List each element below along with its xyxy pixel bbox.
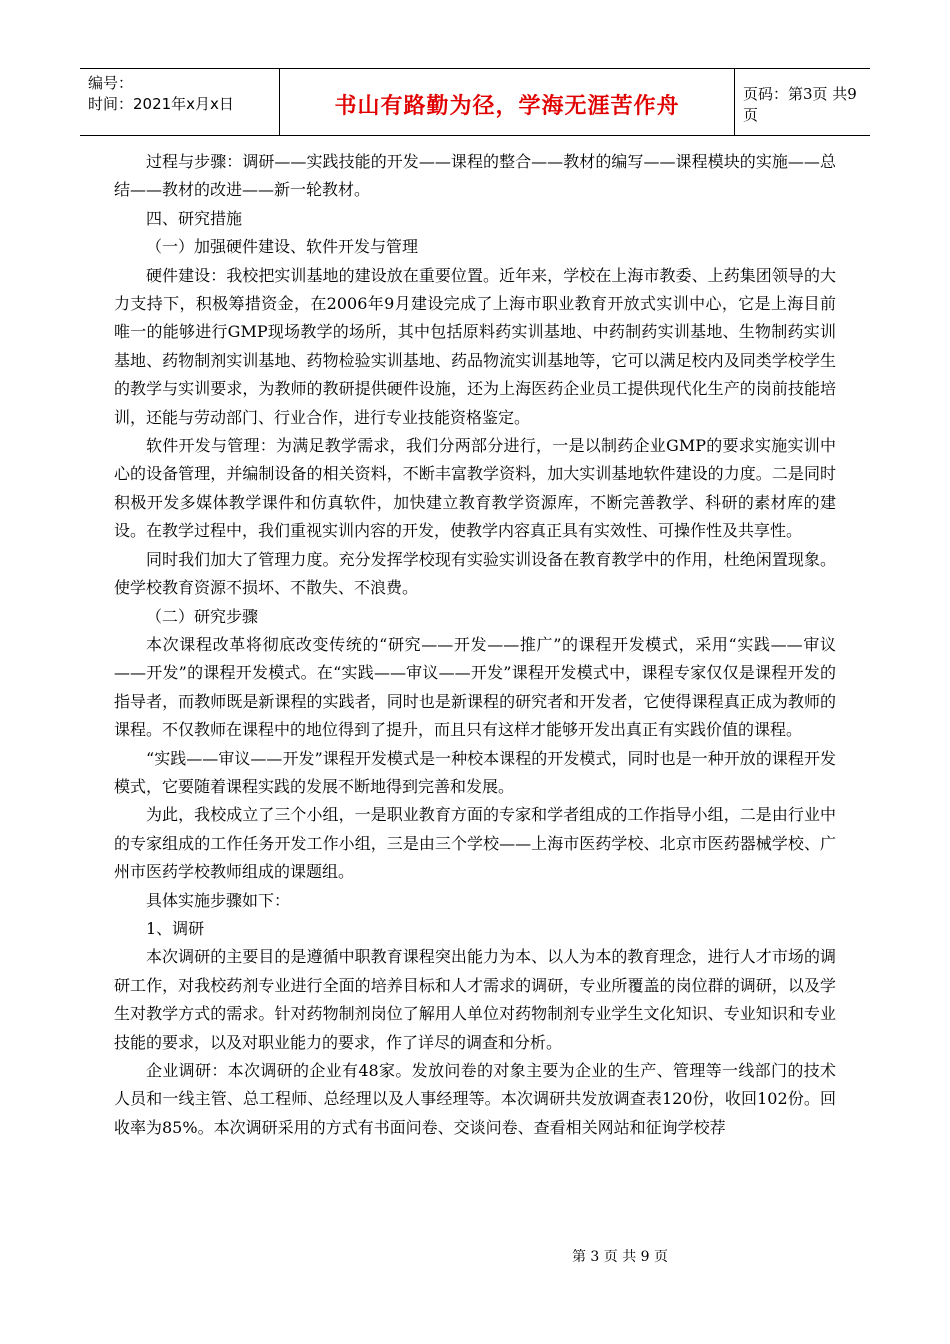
header-page-info: 页码：第3页 共9页 — [743, 85, 857, 124]
section-heading-measures: 四、研究措施 — [146, 208, 243, 228]
document-date: 时间：2021年x月x日 — [88, 95, 234, 113]
paragraph-groups: 为此，我校成立了三个小组，一是职业教育方面的专家和学者组成的工作指导小组，二是由行业中的专家组成的工作任务开发工作小组，三是由三个学校——上海市医药学校、北京市医药器械学校、广州市医药学校教师组成的课题组。 — [114, 805, 836, 882]
subsection-heading-hardware-software: （一）加强硬件建设、软件开发与管理 — [146, 237, 419, 257]
header-meta — [80, 69, 280, 135]
paragraph-implementation-intro: 具体实施步骤如下： — [146, 890, 291, 910]
page-header — [80, 68, 870, 136]
subsection-heading-research-steps: （二）研究步骤 — [146, 606, 259, 626]
document-number-label: 编号： — [88, 74, 134, 92]
paragraph-development-model: “实践——审议——开发”课程开发模式是一种校本课程的开发模式，同时也是一种开放的课程开发模式，它要随着课程实践的发展不断地得到完善和发展。 — [114, 748, 836, 796]
paragraph-management: 同时我们加大了管理力度。充分发挥学校现有实验实训设备在教育教学中的作用，杜绝闲置现象。使学校教育资源不损坏、不散失、不浪费。 — [114, 549, 836, 598]
paragraph-enterprise-research: 企业调研：本次调研的企业有48家。发放问卷的对象主要为企业的生产、管理等一线部门的技术人员和一线主管、总工程师、总经理以及人事经理等。本次调研共发放调查表120份，收回102份。回收率为85%。本次调研采用的方式有书面问卷、交谈问卷、查看相关网站和征询学校荐 — [114, 1061, 836, 1137]
paragraph-curriculum-reform: 本次课程改革将彻底改变传统的“研究——开发——推广”的课程开发模式，采用“实践——审议——开发”的课程开发模式。在“实践——审议——开发”课程开发模式中，课程专家仅仅是课程开发的指导者，而教师既是新课程的实践者，同时也是新课程的研究者和开发者，它使得课程真正成为教师的课程。不仅教师在课程中的地位得到了提升，而且只有这样才能够开发出真正有实践价值的课程。 — [114, 634, 836, 740]
document-body — [114, 148, 836, 1142]
paragraph-software: 软件开发与管理：为满足教学需求，我们分两部分进行，一是以制药企业GMP的要求实施实训中心的设备管理，并编制设备的相关资料，不断丰富教学资料，加大实训基地软件建设的力度。二是同时积极开发多媒体教学课件和仿真软件，加快建立教育教学资源库，不断完善教学、科研的素材库的建设。在教学过程中，我们重视实训内容的开发，使教学内容真正具有实效性、可操作性及共享性。 — [114, 436, 836, 541]
paragraph-hardware: 硬件建设：我校把实训基地的建设放在重要位置。近年来，学校在上海市教委、上药集团领导的大力支持下，积极筹措资金，在2006年9月建设完成了上海市职业教育开放式实训中心，它是上海目前唯一的能够进行GMP现场教学的场所，其中包括原料药实训基地、中药制药实训基地、生物制药实训基地、药物制剂实训基地、药物检验实训基地、药品物流实训基地等，它可以满足校内及同类学校学生的教学与实训要求，为教师的教研提供硬件设施，还为上海医药企业员工提供现代化生产的岗前技能培训，还能与劳动部门、行业合作，进行专业技能资格鉴定。 — [114, 265, 836, 427]
paragraph-process-steps: 过程与步骤：调研——实践技能的开发——课程的整合——教材的编写——课程模块的实施——总结——教材的改进——新一轮教材。 — [114, 152, 836, 200]
paragraph-research-purpose: 本次调研的主要目的是遵循中职教育课程突出能力为本、以人为本的教育理念，进行人才市场的调研工作，对我校药剂专业进行全面的培养目标和人才需求的调研，专业所覆盖的岗位群的调研，以及学生对教学方式的需求。针对药物制剂岗位了解用人单位对药物制剂专业学生文化知识、专业知识和专业技能的要求，以及对职业能力的要求，作了详尽的调查和分析。 — [114, 947, 836, 1052]
header-motto: 书山有路勤为径，学海无涯苦作舟 — [280, 69, 735, 135]
step-heading-research: 1、调研 — [146, 918, 205, 938]
page-footer: 第 3 页 共 9 页 — [571, 1249, 669, 1265]
